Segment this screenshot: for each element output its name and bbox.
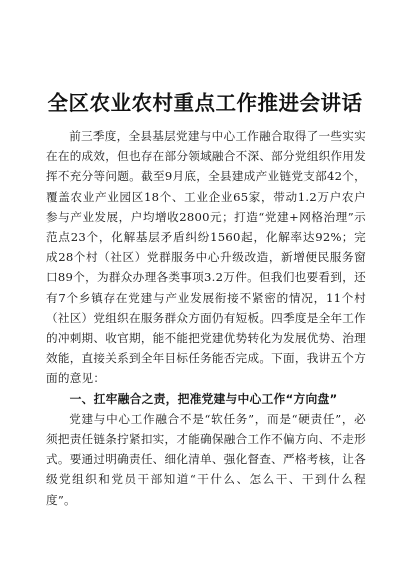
document-body xyxy=(46,126,366,510)
document-title: 全区农业农村重点工作推进会讲话 xyxy=(47,91,363,115)
section-heading: 一、扛牢融合之责，把准党建与中心工作“方向盘” xyxy=(69,391,338,406)
intro-paragraph: 前三季度，全县基层党建与中心工作融合取得了一些实实在在的成效，但也存在部分领域融合不深、部分党组织作用发挥不充分等问题。截至9月底，全县建成产业链党支部42个，覆盖农业产业园区18个、工业企业65家，带动1.2万户农户参与产业发展，户均增收2800元；打造“党建+网格治理”示范点23个，化解基层矛盾纠纷1560起，化解率达92%；完成28个村（社区）党群服务中心升级改造，新增便民服务窗口89个，为群众办理各类事项3.2万件。但我们也要看到，还有7个乡镇存在党建与产业发展衔接不紧密的情况，11个村（社区）党组织在服务群众方面仍有短板。四季度是全年工作的冲刺期、收官期，能不能把党建优势转化为发展优势、治理效能，直接关系到全年目标任务能否完成。下面，我讲五个方面的意见： xyxy=(46,129,366,386)
section-paragraph: 党建与中心工作融合不是“软任务”，而是“硬责任”，必须把责任链条拧紧扣实，才能确保融合工作不偏方向、不走形式。要通过明确责任、细化清单、强化督查、严格考核，让各级党组织和党员干部知道“干什么、怎么干、干到什么程度”。 xyxy=(46,411,366,507)
